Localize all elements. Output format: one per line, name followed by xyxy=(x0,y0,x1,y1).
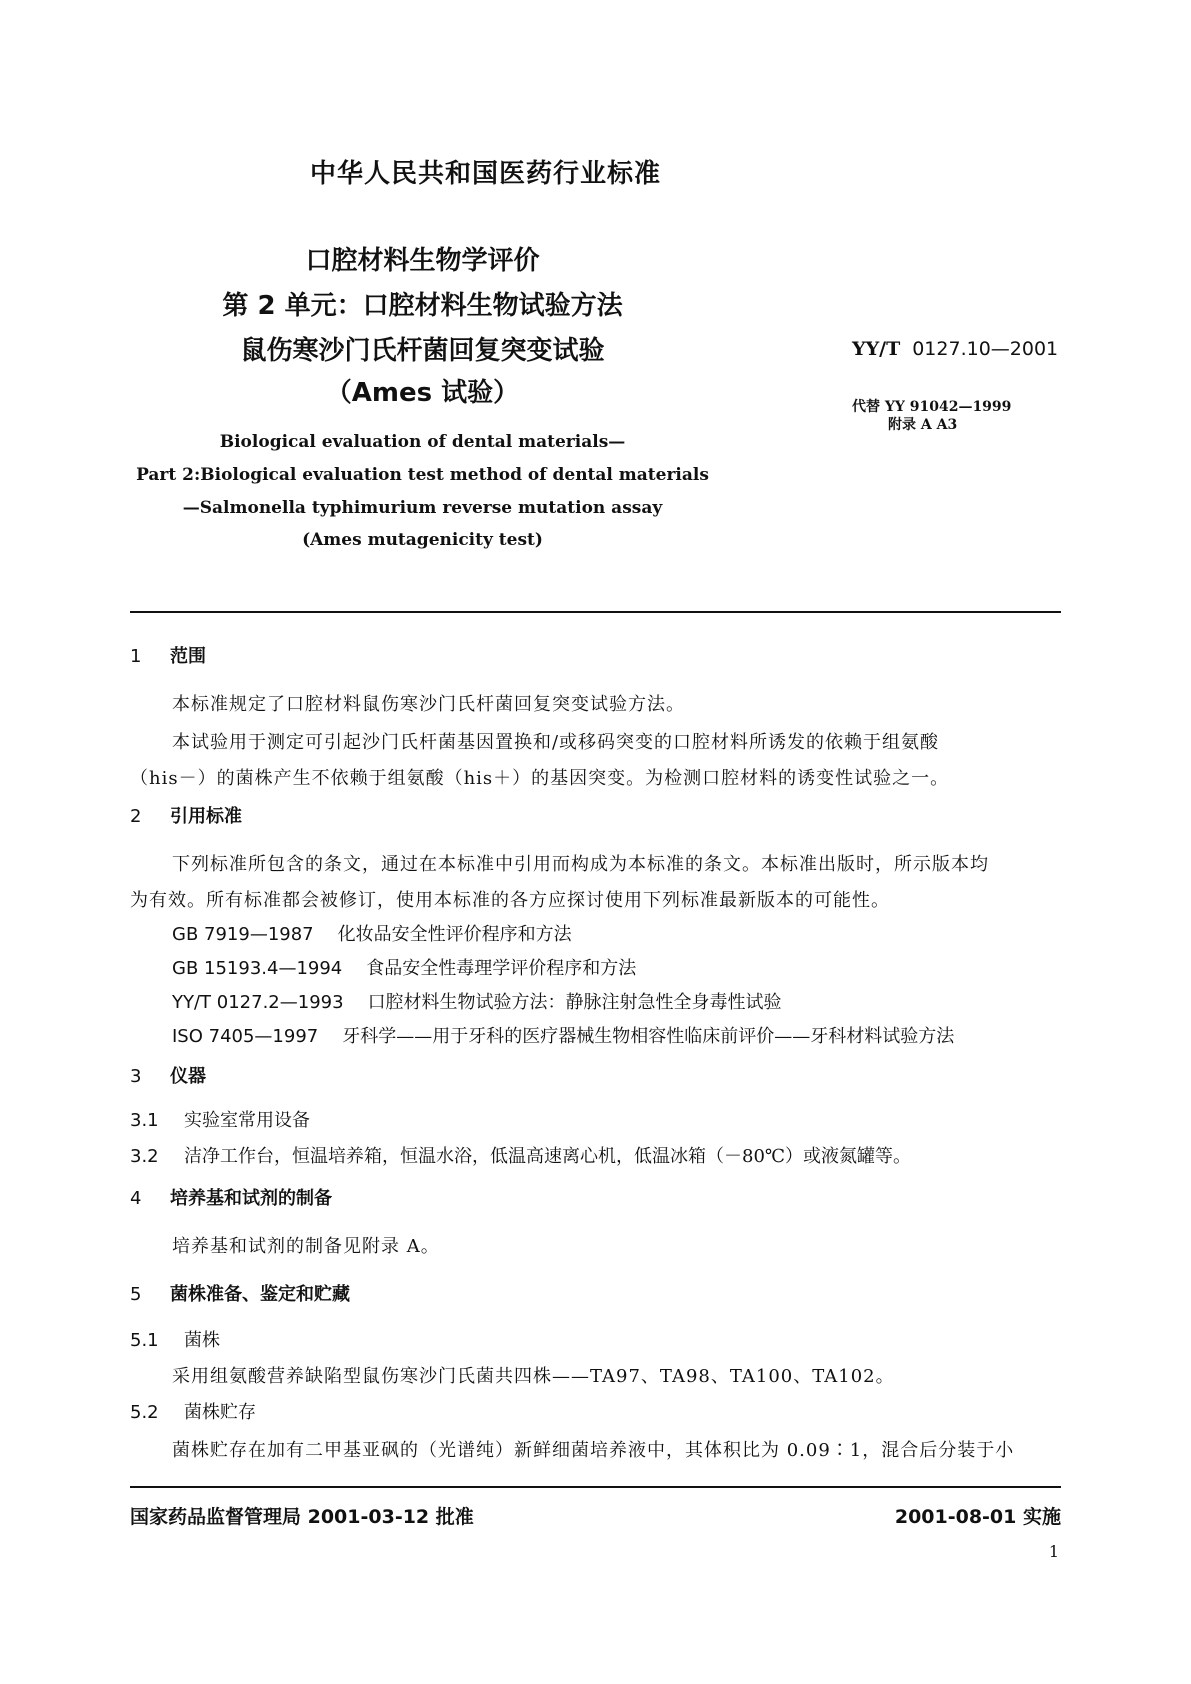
section-2-paragraph-b: 为有效。所有标准都会被修订，使用本标准的各方应探讨使用下列标准最新版本的可能性。 xyxy=(130,890,890,911)
reference-title: 牙科学——用于牙科的医疗器械生物相容性临床前评价——牙科材料试验方法 xyxy=(342,1026,955,1047)
reference-code: GB 7919—1987 xyxy=(172,924,314,945)
section-3-heading xyxy=(130,1062,206,1088)
reference-item xyxy=(172,988,782,1014)
subsection-5-1 xyxy=(130,1326,220,1352)
reference-code: ISO 7405—1997 xyxy=(172,1026,319,1047)
replaces-note xyxy=(852,398,1011,434)
section-2-heading xyxy=(130,802,242,828)
subsection-title: 菌株贮存 xyxy=(184,1402,256,1423)
section-title: 引用标准 xyxy=(170,806,242,827)
english-title-line-1: Biological evaluation of dental materials— xyxy=(219,432,626,452)
reference-title: 食品安全性毒理学评价程序和方法 xyxy=(366,958,637,979)
reference-code: GB 15193.4—1994 xyxy=(172,958,343,979)
section-title: 菌株准备、鉴定和贮藏 xyxy=(170,1284,350,1305)
subsection-number: 3.1 xyxy=(130,1110,159,1131)
title-line-2: 第 2 单元：口腔材料生物试验方法 xyxy=(222,291,623,321)
section-1-heading xyxy=(130,642,206,668)
replaces-line-2: 附录 A A3 xyxy=(888,417,958,433)
reference-code: YY/T 0127.2—1993 xyxy=(172,992,344,1013)
section-1-paragraph-2a: 本试验用于测定可引起沙门氏杆菌基因置换和/或移码突变的口腔材料所诱发的依赖于组氨酸 xyxy=(172,732,940,753)
section-title: 仪器 xyxy=(170,1066,206,1087)
section-2-paragraph-a: 下列标准所包含的条文，通过在本标准中引用而构成为本标准的条文。本标准出版时，所示版本均 xyxy=(172,854,989,875)
header-divider xyxy=(130,611,1061,613)
section-number: 5 xyxy=(130,1284,142,1305)
reference-item xyxy=(172,954,636,980)
effective-date: 2001-08-01 实施 xyxy=(894,1506,1061,1528)
section-number: 1 xyxy=(130,646,142,667)
subsection-number: 5.2 xyxy=(130,1402,159,1423)
english-title-line-3: —Salmonella typhimurium reverse mutation assay xyxy=(182,498,663,518)
section-title: 培养基和试剂的制备 xyxy=(170,1188,332,1209)
standard-prefix: YY/T xyxy=(852,338,901,360)
subsection-number: 5.1 xyxy=(130,1330,159,1351)
section-5-heading xyxy=(130,1280,350,1306)
approval-date: 国家药品监督管理局 2001-03-12 批准 xyxy=(130,1506,474,1528)
section-5-1-paragraph: 采用组氨酸营养缺陷型鼠伤寒沙门氏菌共四株——TA97、TA98、TA100、TA102。 xyxy=(172,1366,895,1387)
english-title-line-4: (Ames mutagenicity test) xyxy=(302,530,543,550)
page-number: 1 xyxy=(1048,1542,1059,1561)
section-title: 范围 xyxy=(170,646,206,667)
english-title-line-2: Part 2:Biological evaluation test method of dental materials xyxy=(136,465,709,485)
subsection-title: 菌株 xyxy=(184,1330,220,1351)
standard-code: 0127.10—2001 xyxy=(912,338,1059,360)
replaces-line-1: 代替 YY 91042—1999 xyxy=(852,399,1012,415)
title-line-1: 口腔材料生物学评价 xyxy=(305,246,540,276)
subsection-text: 实验室常用设备 xyxy=(184,1110,310,1131)
section-number: 3 xyxy=(130,1066,142,1087)
subsection-3-1 xyxy=(130,1106,310,1132)
reference-title: 口腔材料生物试验方法：静脉注射急性全身毒性试验 xyxy=(367,992,782,1013)
title-line-3: 鼠伤寒沙门氏杆菌回复突变试验 xyxy=(240,336,605,366)
section-4-paragraph: 培养基和试剂的制备见附录 A。 xyxy=(172,1236,440,1257)
subsection-text: 洁净工作台，恒温培养箱，恒温水浴，低温高速离心机，低温冰箱（－80℃）或液氮罐等。 xyxy=(184,1146,912,1167)
reference-item xyxy=(172,920,572,946)
section-number: 2 xyxy=(130,806,142,827)
subsection-number: 3.2 xyxy=(130,1146,159,1167)
section-5-2-paragraph: 菌株贮存在加有二甲基亚砜的（光谱纯）新鲜细菌培养液中，其体积比为 0.09∶1，混合后分装于小 xyxy=(172,1440,1015,1461)
standard-number xyxy=(852,338,1058,360)
subsection-5-2 xyxy=(130,1398,256,1424)
footer-divider xyxy=(130,1486,1061,1488)
section-1-paragraph-1: 本标准规定了口腔材料鼠伤寒沙门氏杆菌回复突变试验方法。 xyxy=(172,694,685,715)
section-number: 4 xyxy=(130,1188,142,1209)
reference-title: 化妆品安全性评价程序和方法 xyxy=(337,924,572,945)
issuing-category: 中华人民共和国医药行业标准 xyxy=(310,159,662,189)
title-line-4: （Ames 试验） xyxy=(325,378,520,408)
section-1-paragraph-2b: （his－）的菌株产生不依赖于组氨酸（his＋）的基因突变。为检测口腔材料的诱变性试验之一。 xyxy=(130,768,950,789)
reference-item xyxy=(172,1022,954,1048)
section-4-heading xyxy=(130,1184,332,1210)
subsection-3-2 xyxy=(130,1142,911,1168)
